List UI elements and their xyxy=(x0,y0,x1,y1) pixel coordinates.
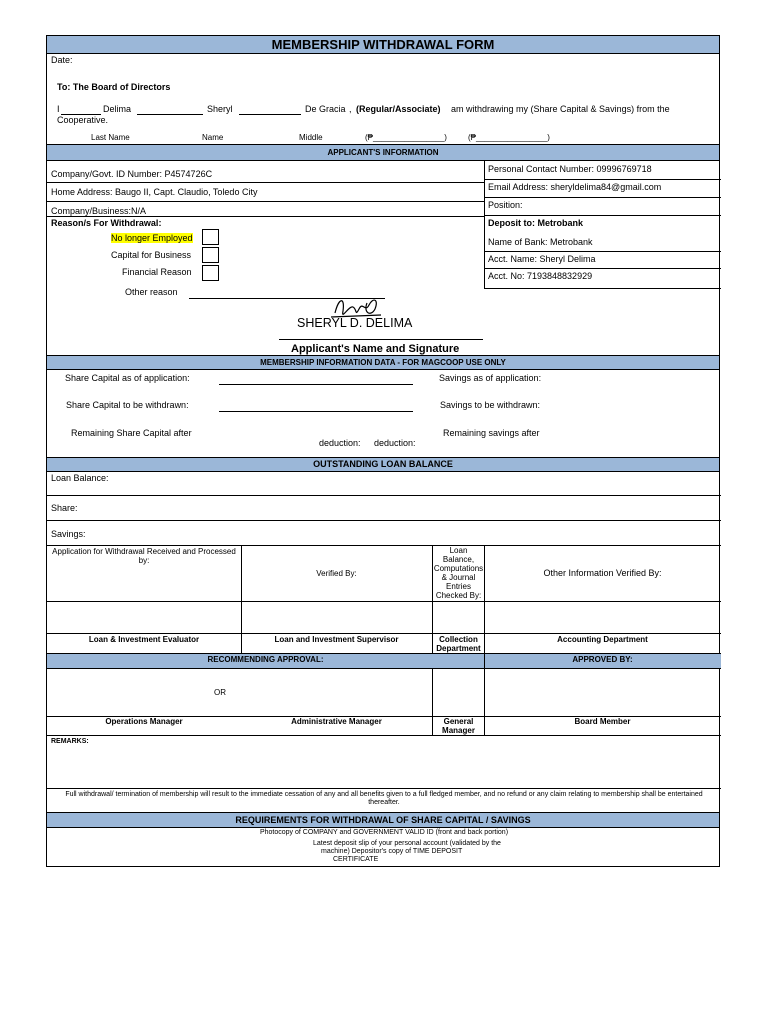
middle-label: Middle xyxy=(299,133,323,142)
account-number: Acct. No: 7193848832929 xyxy=(488,271,593,281)
intro-i: I xyxy=(57,104,60,114)
sig-loan-investment-evaluator: Loan & Investment Evaluator xyxy=(88,635,200,644)
sig-operations-manager: Operations Manager xyxy=(105,717,183,726)
sig-loan-investment-supervisor: Loan and Investment Supervisor xyxy=(274,635,399,644)
reason-capital-for-business: Capital for Business xyxy=(111,250,192,260)
company-business: Company/Business:N/A xyxy=(51,206,147,216)
share-capital-application: Share Capital as of application: xyxy=(65,373,190,383)
intro-comma: , xyxy=(349,104,352,114)
recommending-approval: RECOMMENDING APPROVAL: xyxy=(207,655,324,664)
amount-field-1: (₱________________) xyxy=(365,133,447,142)
member-type: (Regular/Associate) xyxy=(356,104,441,114)
loan-balance-checked-by: Loan Balance, Computations & Journal Entries Checked By: xyxy=(433,546,484,600)
sig-collection-department: Collection Department xyxy=(436,635,481,653)
received-processed-by: Application for Withdrawal Received and Processed by: xyxy=(52,547,236,565)
last-name-label: Last Name xyxy=(91,133,130,142)
requirement-2: Latest deposit slip of your personal account (validated by the xyxy=(313,840,501,847)
amount-field-2: (₱________________) xyxy=(468,133,550,142)
membership-info-band: MEMBERSHIP INFORMATION DATA - FOR MAGCOOP USE ONLY xyxy=(47,355,719,370)
reason-financial: Financial Reason xyxy=(122,267,192,277)
share-capital-withdrawn: Share Capital to be withdrawn: xyxy=(66,400,189,410)
sig-board-member: Board Member xyxy=(574,717,631,726)
position: Position: xyxy=(488,200,523,210)
verified-by: Verified By: xyxy=(316,569,357,578)
home-address: Home Address: Baugo II, Capt. Claudio, Toledo City xyxy=(51,187,258,197)
form-title: MEMBERSHIP WITHDRAWAL FORM xyxy=(47,36,719,54)
bank-name: Name of Bank: Metrobank xyxy=(488,237,593,247)
loan-share: Share: xyxy=(51,503,78,513)
deposit-to: Deposit to: Metrobank xyxy=(488,218,584,228)
share-capital-remaining: Remaining Share Capital after xyxy=(71,428,192,438)
loan-balance: Loan Balance: xyxy=(51,473,109,483)
reason-other: Other reason xyxy=(125,287,178,297)
other-info-verified-by: Other Information Verified By: xyxy=(543,568,662,578)
middle-value: De Gracia xyxy=(305,104,346,114)
sig-accounting-department: Accounting Department xyxy=(557,635,648,644)
company-id: Company/Govt. ID Number: P4574726C xyxy=(51,169,213,179)
last-name-value: Delima xyxy=(103,104,132,114)
account-name: Acct. Name: Sheryl Delima xyxy=(488,254,596,264)
applicant-info-band: APPLICANT'S INFORMATION xyxy=(47,144,719,161)
personal-contact: Personal Contact Number: 09996769718 xyxy=(488,164,652,174)
date-label: Date: xyxy=(51,55,73,65)
membership-withdrawal-form xyxy=(46,35,720,867)
email-address: Email Address: sheryldelima84@gmail.com xyxy=(488,182,662,192)
requirements-band: REQUIREMENTS FOR WITHDRAWAL OF SHARE CAPITAL / SAVINGS xyxy=(47,812,719,828)
remarks-label: REMARKS: xyxy=(51,738,89,745)
or-label: OR xyxy=(214,688,226,697)
sig-general-manager: General Manager xyxy=(442,717,475,735)
name-label: Name xyxy=(202,133,224,142)
reason-checkbox-2[interactable] xyxy=(202,247,219,263)
to-line: To: The Board of Directors xyxy=(57,82,171,92)
signature-caption: Applicant's Name and Signature xyxy=(291,343,460,355)
name-value: Sheryl xyxy=(207,104,233,114)
intro-statement-2: Cooperative. xyxy=(57,115,109,125)
deduction-label-1: deduction: xyxy=(319,438,361,448)
approved-by: APPROVED BY: xyxy=(572,655,633,664)
loan-savings: Savings: xyxy=(51,529,86,539)
savings-application: Savings as of application: xyxy=(439,373,542,383)
reasons-heading: Reason/s For Withdrawal: xyxy=(51,218,162,228)
savings-remaining: Remaining savings after xyxy=(443,428,540,438)
deduction-label-2: deduction: xyxy=(374,438,416,448)
requirement-1: Photocopy of COMPANY and GOVERNMENT VALID ID (front and back portion) xyxy=(259,829,509,836)
reason-checkbox-3[interactable] xyxy=(202,265,219,281)
sig-administrative-manager: Administrative Manager xyxy=(291,717,382,726)
reason-checkbox-1[interactable] xyxy=(202,229,219,245)
outstanding-loan-band: OUTSTANDING LOAN BALANCE xyxy=(47,457,719,472)
disclaimer: Full withdrawal/ termination of membership will result to the immediate cessation of any and all benefits given to a full fledged member, and no refund or any claim relating to membership shall be entertained thereafter. xyxy=(65,791,703,806)
intro-statement: am withdrawing my (Share Capital & Savings) from the xyxy=(451,104,670,114)
savings-withdrawn: Savings to be withdrawn: xyxy=(440,400,541,410)
reason-no-longer-employed: No longer Employed xyxy=(111,233,193,243)
requirement-4: CERTIFICATE xyxy=(333,856,379,863)
applicant-printed-name: SHERYL D. DELIMA xyxy=(297,316,413,330)
requirement-3: machine) Depositor's copy of TIME DEPOSIT xyxy=(321,848,463,855)
